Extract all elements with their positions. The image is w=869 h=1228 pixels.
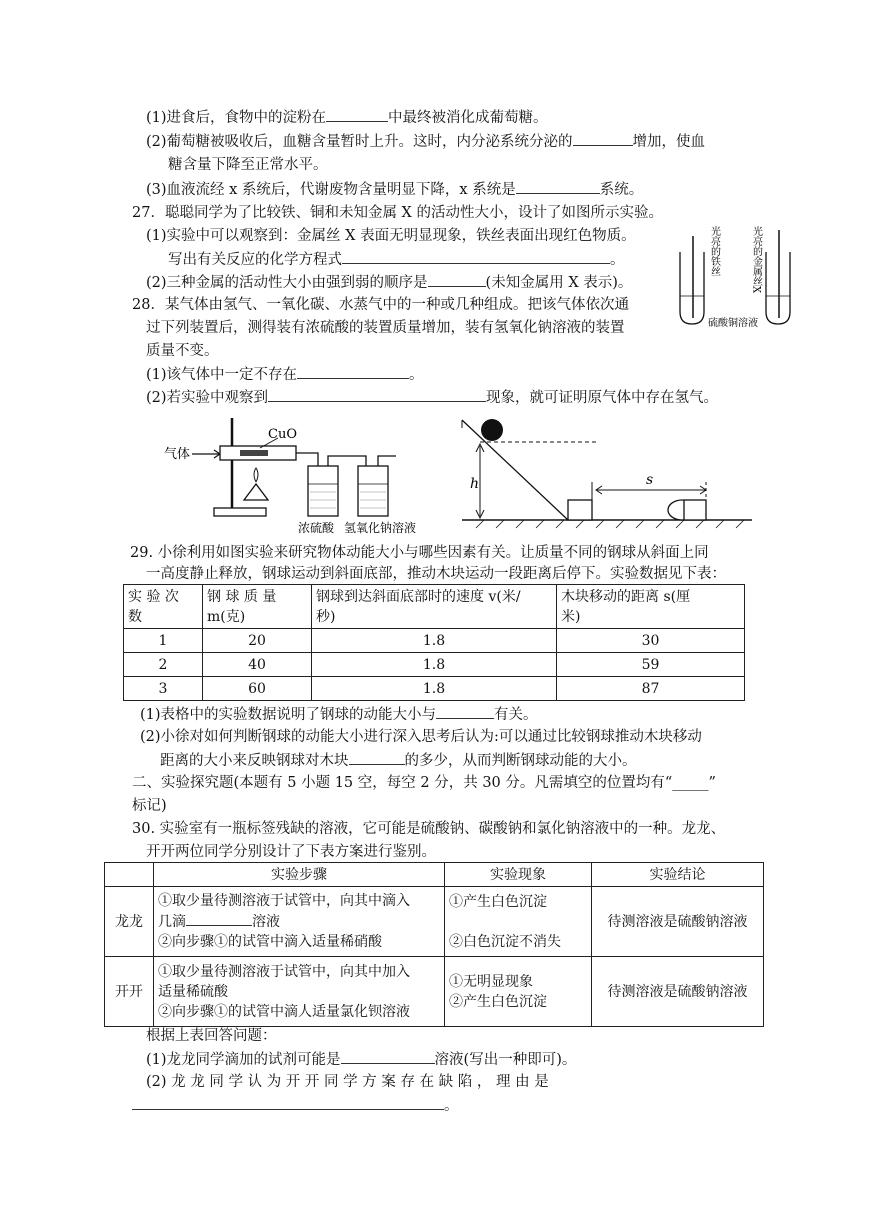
label-sulfuric-acid: 浓硫酸	[298, 521, 335, 535]
answer-blank[interactable]	[342, 249, 610, 264]
q30-line1: (1)龙龙同学滴加的试剂可能是 溶液(写出一种即可)。	[146, 1049, 576, 1070]
q26-line3: 糖含量下降至正常水平。	[168, 157, 328, 173]
table-row: 1 20 1.8 30	[124, 629, 745, 653]
bottle-sodium-hydroxide	[358, 466, 388, 516]
label-s: s	[646, 472, 654, 488]
q27-line2: 写出有关反应的化学方程式 。	[168, 249, 625, 270]
table-header-cell: 实验现象	[445, 863, 592, 887]
q30-line2: (2) 龙 龙 同 学 认 为 开 开 同 学 方 案 存 在 缺 陷 ， 理 由 是	[146, 1074, 549, 1090]
incline-figure	[456, 412, 756, 538]
answer-blank[interactable]	[268, 387, 486, 402]
answer-blank[interactable]	[326, 107, 388, 122]
answer-blank[interactable]	[132, 1095, 444, 1110]
q29-data-table	[123, 584, 745, 701]
table-row: 3 60 1.8 87	[124, 677, 745, 701]
alcohol-lamp	[244, 484, 268, 500]
test-tube-left	[680, 252, 704, 324]
q26-line4: (3)血液流经 x 系统后，代谢废物含量明显下降，x 系统是 系统。	[146, 179, 643, 200]
wood-block-start	[568, 500, 592, 520]
q27-line3: (2)三种金属的活动性大小由强到弱的顺序是 (未知金属用 X 表示)。	[146, 272, 632, 293]
label-naoh: 氢氧化钠溶液	[344, 521, 417, 535]
q30-line3: 。	[132, 1095, 459, 1116]
table-header-cell: 钢球到达斜面底部时的速度 v(米/ 秒)	[312, 585, 557, 629]
steel-ball-top	[481, 419, 503, 441]
q29-stem1: 29. 小徐利用如图实验来研究物体动能大小与哪些因素有关。让质量不同的钢球从斜面上同	[130, 545, 709, 561]
table-row: 2 40 1.8 59	[124, 653, 745, 677]
q28-line2: (2)若实验中观察到 现象，就可证明原气体中存在氢气。	[146, 387, 718, 408]
label-h: h	[470, 476, 480, 492]
table-header-cell: 实验结论	[592, 863, 764, 887]
table-row: 开开 ①取少量待测溶液于试管中，向其中加入 适量稀硫酸 ②向步骤①的试管中滴人适量氯化钡溶液 ①无明显现象 ②产生白色沉淀 待测溶液是硫酸钠溶液	[105, 957, 764, 1027]
gas-apparatus-figure	[160, 412, 420, 538]
q29-stem2: 一高度静止释放，钢球运动到斜面底部，推动木块运动一段距离后停下。实验数据见下表：	[146, 566, 726, 582]
label-cuo: CuO	[268, 427, 297, 442]
table-header-cell: 钢 球 质 量 m(克)	[203, 585, 312, 629]
table-header-cell	[105, 863, 154, 887]
test-tubes-figure	[672, 216, 802, 334]
q26-line2: (2)葡萄糖被吸收后，血糖含量暂时上升。这时，内分泌系统分泌的 增加，使血	[146, 131, 705, 152]
incline-slope	[462, 420, 568, 520]
section2-heading: 二、实验探究题(本题有 5 小题 15 空，每空 2 分，共 30 分。凡需填空的位置均有“_____”	[132, 775, 716, 791]
q27-stem: 27．聪聪同学为了比较铁、铜和未知金属 X 的活动性大小，设计了如图所示实验。	[132, 205, 663, 221]
q28-stem1: 28．某气体由氢气、一氧化碳、水蒸气中的一种或几种组成。把该气体依次通	[132, 297, 629, 313]
label-metal-x: 光亮的金属丝X	[750, 226, 762, 294]
q28-line1: (1)该气体中一定不存在 。	[146, 364, 424, 385]
answer-blank[interactable]	[297, 364, 409, 379]
table-row: 龙龙 ①取少量待测溶液于试管中，向其中滴入 几滴 溶液 ②向步骤①的试管中滴入适量稀硝酸 ①产生白色沉淀 ②白色沉淀不消失 待测溶液是硫酸钠溶液	[105, 887, 764, 957]
q30-stem1: 30. 实验室有一瓶标签残缺的溶液，它可能是硫酸钠、碳酸钠和氯化钠溶液中的一种。龙龙、	[132, 821, 726, 837]
table-header-cell: 木块移动的距离 s(厘 米)	[557, 585, 745, 629]
bottle-sulfuric-acid	[308, 466, 338, 516]
table-header-cell: 实验步骤	[154, 863, 445, 887]
q29-line3: 距离的大小来反映钢球对木块 的多少，从而判断钢球动能的大小。	[160, 750, 637, 771]
answer-blank[interactable]	[428, 272, 486, 287]
q30-stem2: 开开两位同学分别设计了下表方案进行鉴别。	[146, 844, 436, 860]
q30-after: 根据上表回答问题：	[146, 1028, 277, 1044]
answer-blank[interactable]	[349, 750, 405, 765]
q29-line2: (2)小徐对如何判断钢球的动能大小进行深入思考后认为:可以通过比较钢球推动木块移动	[140, 729, 702, 745]
table-header-cell: 实 验 次 数	[124, 585, 203, 629]
label-copper-sulfate: 硫酸铜溶液	[708, 318, 758, 329]
q30-table	[104, 862, 764, 1027]
label-gas: 气体	[164, 447, 191, 462]
label-iron: 光亮的铁丝	[708, 226, 720, 276]
q28-stem3: 质量不变。	[146, 343, 219, 359]
q29-line1: (1)表格中的实验数据说明了钢球的动能大小与 有关。	[140, 704, 538, 725]
q28-stem2: 过下列装置后，测得装有浓硫酸的装置质量增加，装有氢氧化钠溶液的装置	[146, 320, 625, 336]
answer-blank[interactable]	[186, 911, 252, 926]
test-tube-right	[766, 252, 790, 324]
section2-heading-cont: 标记)	[132, 798, 167, 814]
answer-blank[interactable]	[573, 131, 633, 146]
q26-line1: (1)进食后，食物中的淀粉在 中最终被消化成葡萄糖。	[146, 107, 548, 128]
q27-line1: (1)实验中可以观察到：金属丝 X 表面无明显现象，铁丝表面出现红色物质。	[146, 228, 636, 244]
answer-blank[interactable]	[516, 179, 600, 194]
answer-blank[interactable]	[341, 1049, 435, 1064]
answer-blank[interactable]	[436, 704, 494, 719]
